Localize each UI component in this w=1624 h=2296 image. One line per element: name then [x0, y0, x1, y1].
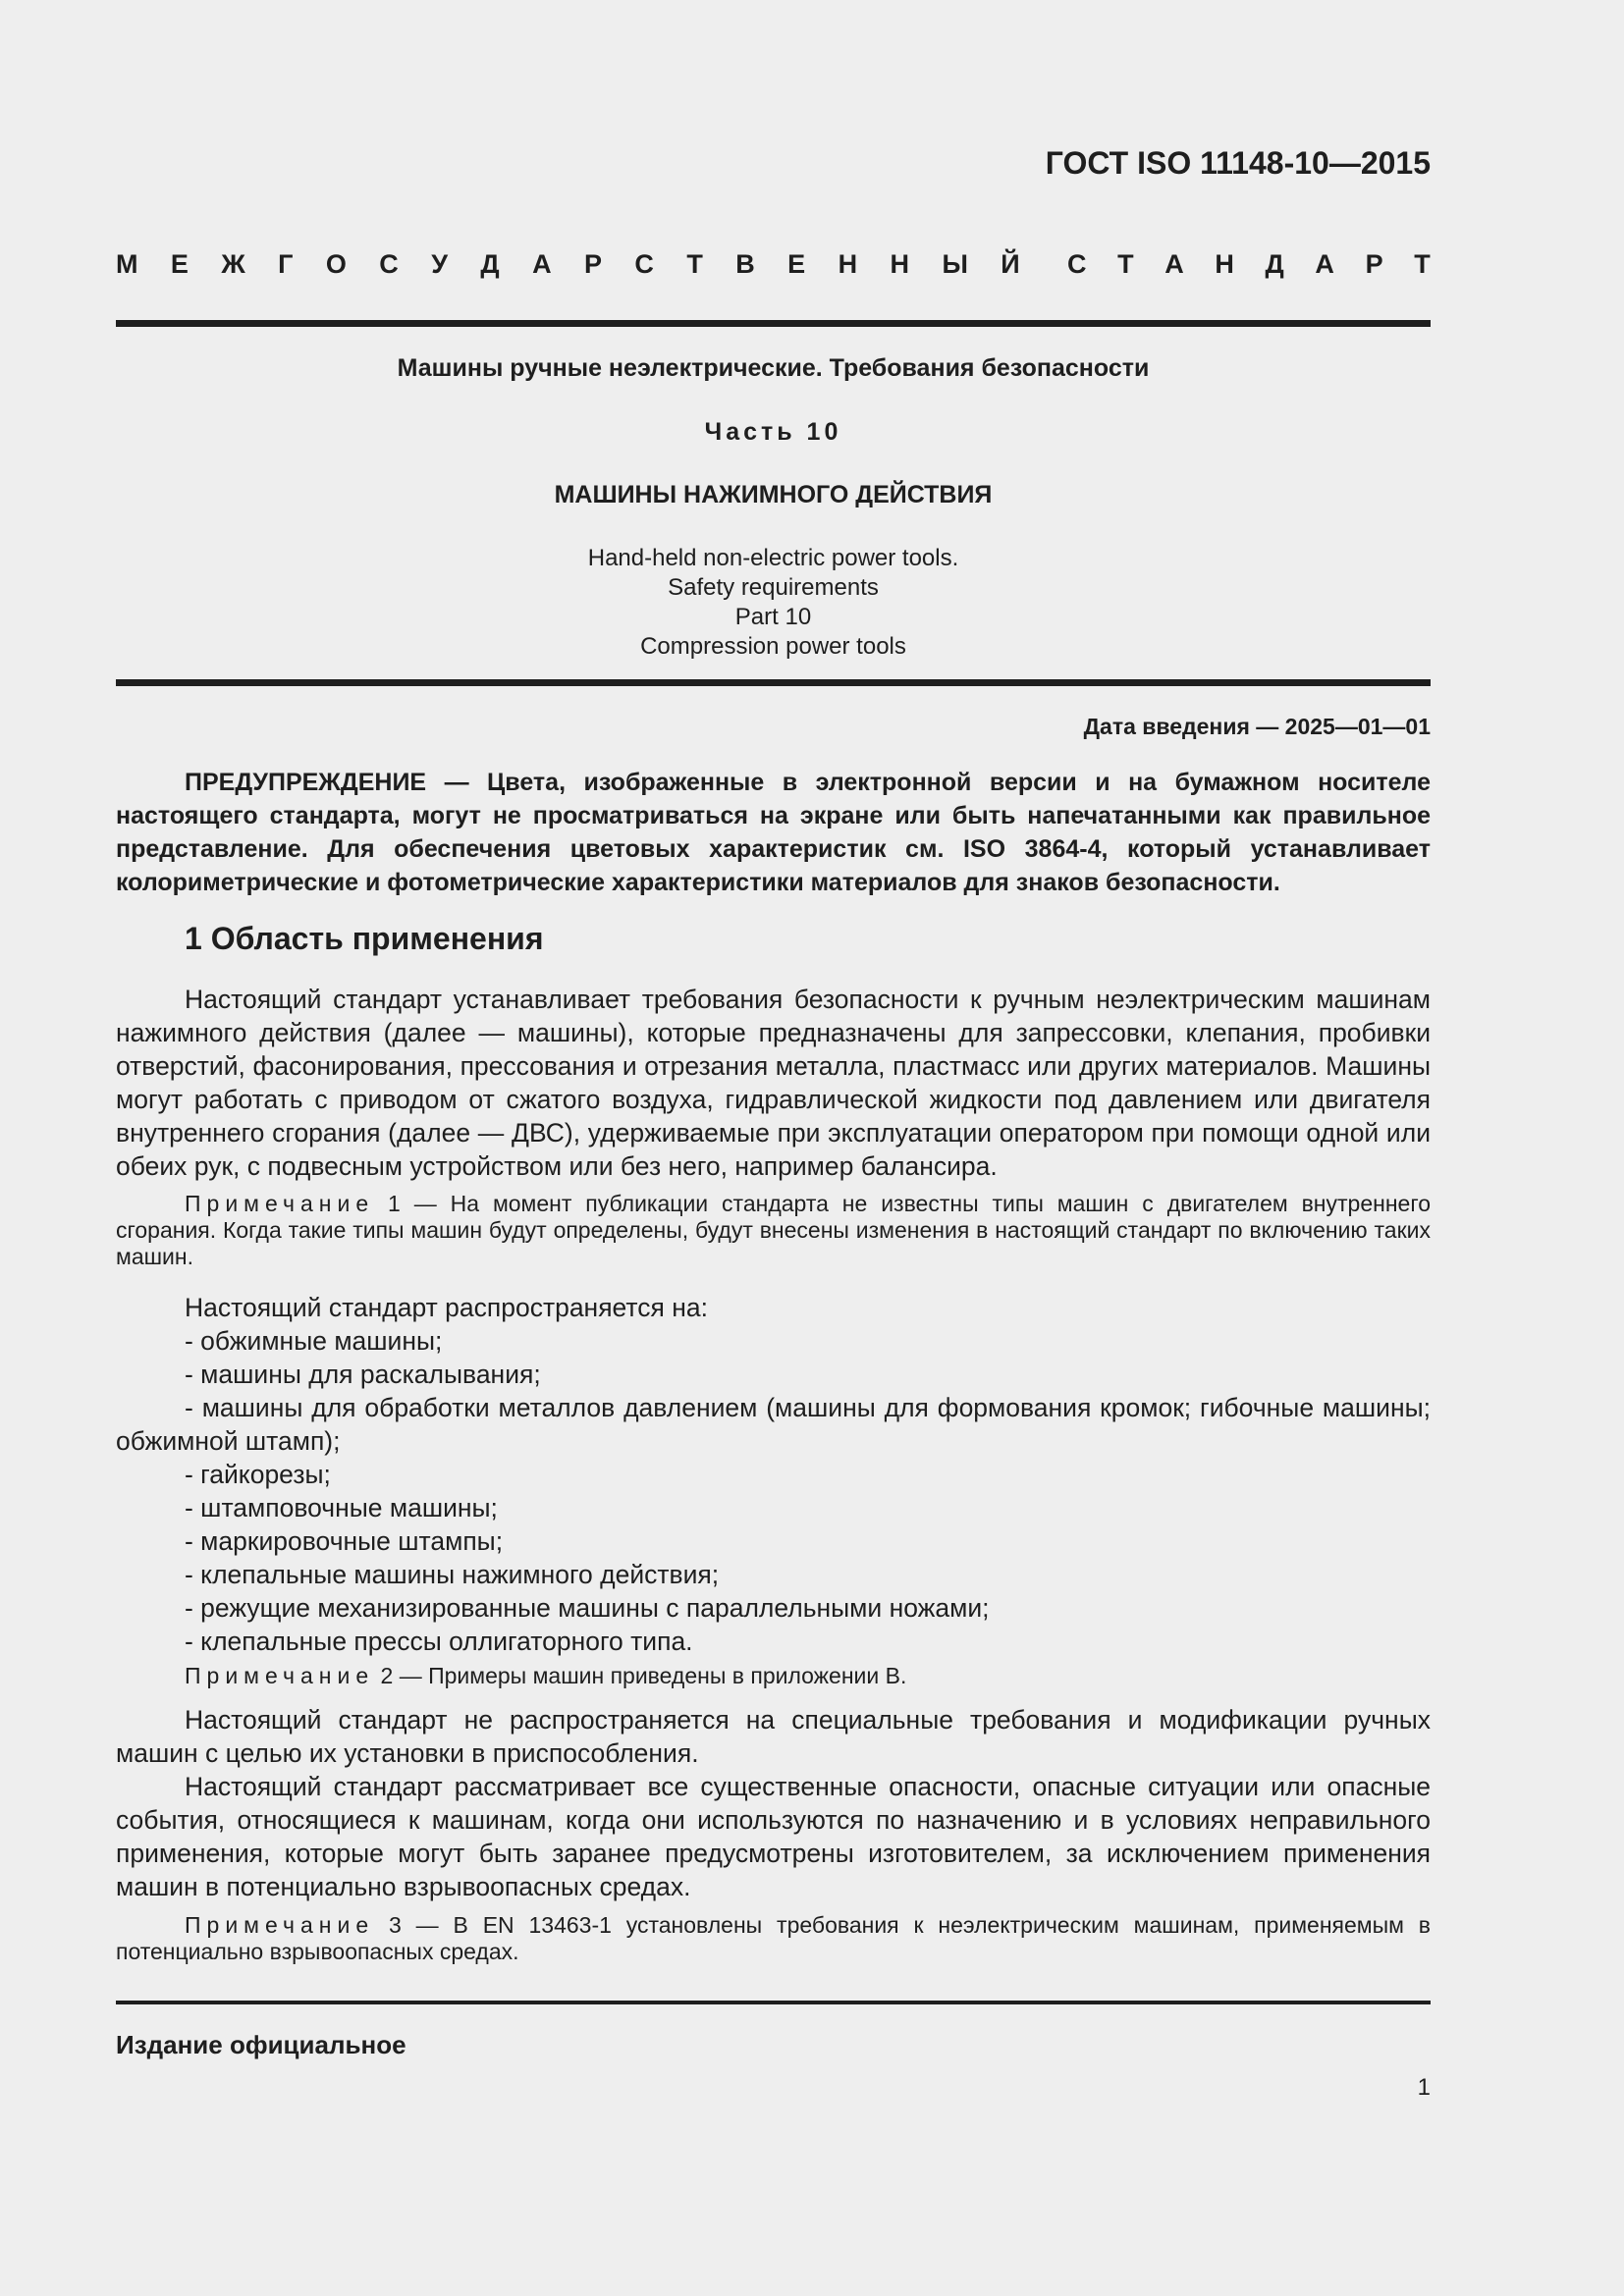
document-number: ГОСТ ISO 11148-10—2015: [1045, 145, 1431, 181]
list-item: - гайкорезы;: [185, 1460, 331, 1489]
note-text: 2 — Примеры машин приведены в приложении В.: [380, 1663, 907, 1688]
note-text: 3 — В EN 13463-1 установлены требования к неэлектрическим машинам, применяемым в потенциально взрывоопасных средах.: [116, 1912, 1431, 1964]
standard-type-word-1: М Е Ж Г О С У Д А Р С Т В Е Н Н Ы Й: [116, 249, 1020, 279]
note-1: [116, 1191, 1431, 1270]
english-title: [116, 544, 1431, 662]
standard-type-word-2: С Т А Н Д А Р Т: [1067, 249, 1431, 279]
list-intro: Настоящий стандарт распространяется на:: [185, 1293, 708, 1322]
note-2: [116, 1663, 1431, 1689]
title-rule: [116, 679, 1431, 686]
section-heading: 1 Область применения: [185, 921, 544, 956]
warning-paragraph: ПРЕДУПРЕЖДЕНИЕ — Цвета, изображенные в электронной версии и на бумажном носителе настоящего стандарта, могут не просматриваться на экране или быть напечатанными как правильное представление. Для обеспечения цветовых характеристик см. ISO 3864-4, который устанавливает колориметрические и фотометрические характеристики материалов для знаков безопасности.: [116, 769, 1431, 896]
list-item: - режущие механизированные машины с параллельными ножами;: [185, 1593, 990, 1623]
english-title-line: Compression power tools: [640, 633, 906, 660]
list-item: - машины для обработки металлов давлением (машины для формования кромок; гибочные машины; обжимной штамп);: [116, 1393, 1431, 1456]
scope-paragraph-2: Настоящий стандарт не распространяется на специальные требования и модификации ручных машин с целью их установки в приспособления.: [116, 1705, 1431, 1768]
footer-rule: [116, 2001, 1431, 2004]
note-label: Примечание: [185, 1912, 375, 1938]
list-item: - клепальные прессы оллигаторного типа.: [185, 1627, 693, 1656]
part-title: МАШИНЫ НАЖИМНОГО ДЕЙСТВИЯ: [554, 481, 993, 508]
english-title-line: Safety requirements: [668, 574, 879, 601]
note-label: Примечание: [185, 1191, 375, 1216]
list-item: - маркировочные штампы;: [185, 1526, 504, 1556]
standard-title: Машины ручные неэлектрические. Требования безопасности: [397, 354, 1150, 382]
part-label: Часть 10: [704, 418, 842, 446]
note-text: 1 — На момент публикации стандарта не известны типы машин с двигателем внутреннего сгорания. Когда такие типы машин будут определены, будут внесены изменения в настоящий стандарт по включению таких машин.: [116, 1191, 1431, 1269]
header-rule: [116, 320, 1431, 327]
list-item: - машины для раскалывания;: [185, 1360, 541, 1389]
english-title-line: Part 10: [734, 604, 812, 630]
list-item: - штамповочные машины;: [185, 1493, 498, 1522]
standard-type-heading: [116, 249, 1431, 280]
edition-label: Издание официальное: [116, 2030, 406, 2059]
list-item: - обжимные машины;: [185, 1326, 443, 1356]
list-item: - клепальные машины нажимного действия;: [185, 1560, 720, 1589]
note-3: [116, 1912, 1431, 1965]
page-number: 1: [1417, 2074, 1431, 2101]
scope-paragraph-1: Настоящий стандарт устанавливает требования безопасности к ручным неэлектрическим машинам нажимного действия (далее — машины), которые предназначены для запрессовки, клепания, пробивки отверстий, фасонирования, прессования и отрезания металла, пластмасс или других материалов. Машины могут работать с приводом от сжатого воздуха, гидравлической жидкости под давлением или двигателя внутреннего сгорания (далее — ДВС), удерживаемые при эксплуатации оператором при помощи одной или обеих рук, с подвесным устройством или без него, например балансира.: [116, 985, 1431, 1181]
scope-paragraph-3: Настоящий стандарт рассматривает все существенные опасности, опасные ситуации или опасные события, относящиеся к машинам, когда они используются по назначению и в условиях неправильного применения, которые могут быть заранее предусмотрены изготовителем, за исключением применения машин в потенциально взрывоопасных средах.: [116, 1772, 1431, 1901]
introduction-date: Дата введения — 2025—01—01: [1083, 714, 1431, 739]
document-page: [116, 0, 1431, 2296]
english-title-line: Hand-held non-electric power tools.: [587, 545, 959, 571]
note-label: Примечание: [185, 1663, 375, 1688]
scope-list: [116, 1291, 1431, 1658]
